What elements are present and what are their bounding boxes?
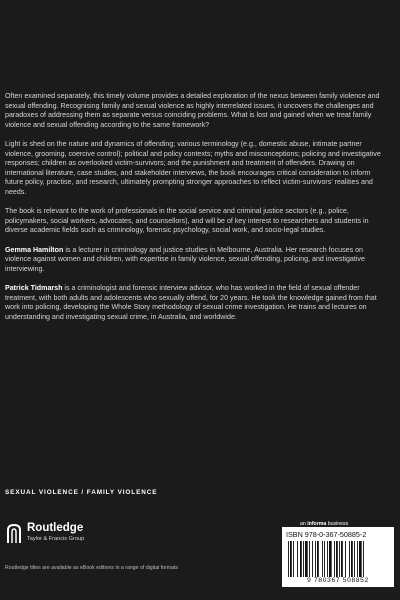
description-paragraph-3: The book is relevant to the work of professionals in the social service and criminal justice sectors (e.g., police, policymakers, social workers, advocates, and counsellors), and will be of key interest to researchers and students in diverse academic fields such as criminology, forensic psychology, social work, and socio-legal studies.	[5, 207, 369, 234]
publisher-group: Taylor & Francis Group	[27, 536, 85, 542]
ebook-note: Routledge titles are available as eBook editions in a range of digital formats	[5, 565, 179, 571]
author-bio-text-1: is a lecturer in criminology and justice studies in Melbourne, Australia. Her research focuses on violence against women and children, with expertise in family violence, sexual offending, policing, and investigative interviewing.	[5, 245, 365, 273]
publisher-logo	[5, 522, 105, 548]
author-bio-text-2: is a criminologist and forensic interview advisor, who has worked in the field of sexual offender treatment, with both adults and adolescents who sexually offend, for 20 years. He took the knowledge gained from that work into policing, developing the Whole Story methodology of sexual crime investigation. He trains and lectures on understanding and investigating sexual crime, in Australia, and worldwide.	[5, 284, 377, 321]
barcode-icon	[288, 541, 388, 577]
isbn-barcode-box	[282, 527, 394, 587]
description-paragraph-2: Light is shed on the nature and dynamics of offending; various terminology (e.g., domestic abuse, intimate partner violence, grooming, coercive control); political and policy contexts; myths and misconceptions; policing and investigative responses; children as overlooked victim-survivors; and the punishment and treatment of offenders. Drawing on international literature, case studies, and stakeholder interviews, the book encourages critical consideration to inform future policy, practise, and research, ultimately prompting stronger approaches to reflect victim-survivors’ realities and needs.	[5, 140, 381, 196]
barcode-digits: 9 780367 508852	[307, 577, 369, 584]
informa-business-tag: an informa business	[300, 521, 349, 527]
publisher-name: Routledge	[27, 522, 84, 534]
routledge-logo-icon	[5, 524, 23, 544]
subject-category: SEXUAL VIOLENCE / FAMILY VIOLENCE	[5, 489, 158, 496]
isbn-label: ISBN 978-0-367-50885-2	[286, 530, 367, 539]
author-bio-1	[5, 246, 385, 275]
author-name-1: Gemma Hamilton	[5, 245, 64, 254]
author-bio-2	[5, 284, 385, 322]
author-name-2: Patrick Tidmarsh	[5, 284, 63, 292]
back-cover-text	[5, 92, 385, 332]
description-paragraph-1: Often examined separately, this timely volume provides a detailed exploration of the nexus between family violence and sexual offending. Recognising family and sexual violence as highly interrelated issues, it uncovers the challenges and paradoxes of addressing them as separate versus coinciding problems. What is lost and gained when we treat family violence and sexual offending according to the same framework?	[5, 92, 380, 129]
